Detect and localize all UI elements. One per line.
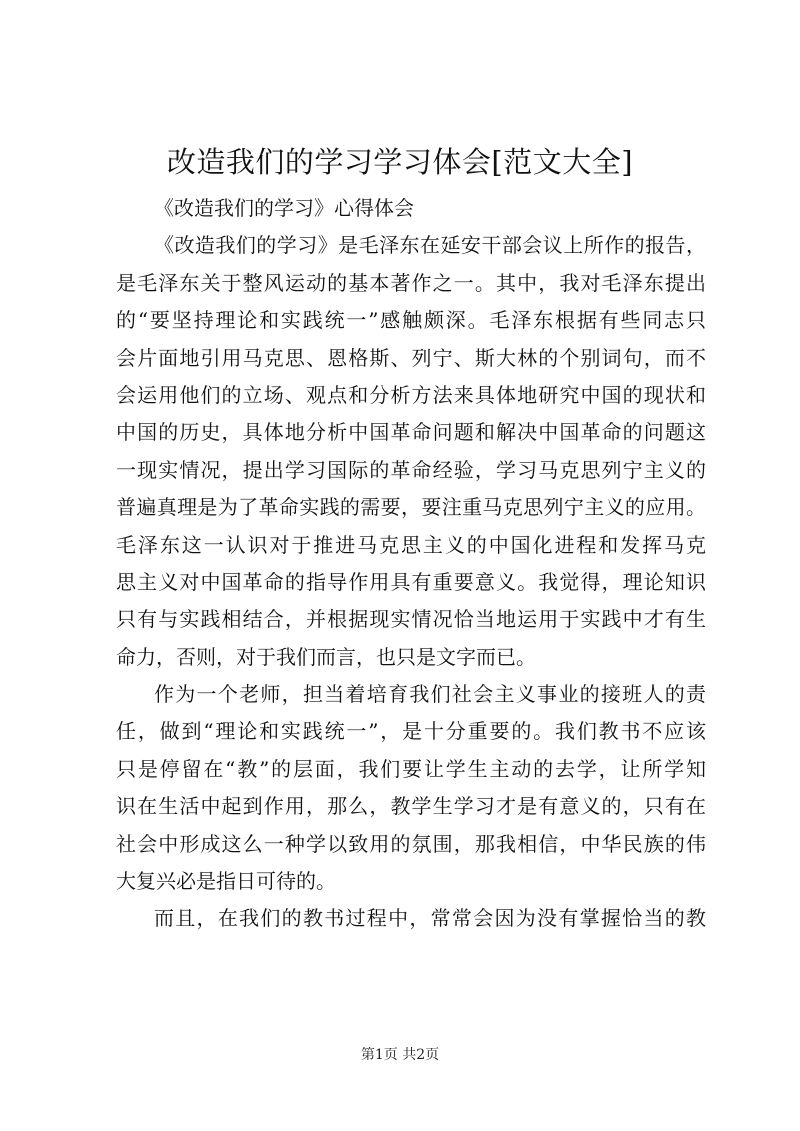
paragraph-line: 任，做到“理论和实践统一”，是十分重要的。我们教书不应该 (116, 719, 706, 744)
document-body (116, 190, 706, 938)
paragraph-line: 只有与实践相结合，并根据现实情况恰当地运用于实践中才有生 (116, 607, 706, 632)
paragraph-line: 作为一个老师，担当着培育我们社会主义事业的接班人的责 (154, 682, 706, 707)
subtitle-line: 《改造我们的学习》心得体会 (154, 196, 414, 220)
document-title: 改造我们的学习学习体会[范文大全] (166, 145, 634, 179)
paragraph-line: 《改造我们的学习》是毛泽东在延安干部会议上所作的报告， (154, 233, 706, 258)
paragraph-line: 中国的历史，具体地分析中国革命问题和解决中国革命的问题这 (116, 420, 706, 445)
paragraph-1 (116, 227, 706, 676)
paragraph-line: 思主义对中国革命的指导作用具有重要意义。我觉得，理论知识 (116, 569, 706, 594)
paragraph-line: 会运用他们的立场、观点和分析方法来具体地研究中国的现状和 (116, 382, 706, 407)
paragraph-line: 而且，在我们的教书过程中，常常会因为没有掌握恰当的教 (154, 906, 706, 931)
paragraph-line: 识在生活中起到作用，那么，教学生学习才是有意义的，只有在 (116, 794, 706, 819)
paragraph-line: 普遍真理是为了革命实践的需要，要注重马克思列宁主义的应用。 (116, 495, 706, 520)
paragraph-line: 是毛泽东关于整风运动的基本著作之一。其中，我对毛泽东提出 (116, 270, 706, 295)
paragraph-line: 的“要坚持理论和实践统一”感触颇深。毛泽东根据有些同志只 (116, 308, 706, 333)
paragraph-2 (116, 676, 706, 900)
paragraph-line: 只是停留在“教”的层面，我们要让学生主动的去学，让所学知 (116, 756, 706, 781)
paragraph-3 (116, 900, 706, 937)
page-footer: 第1页 共2页 (360, 1047, 440, 1063)
paragraph-line: 会片面地引用马克思、恩格斯、列宁、斯大林的个别词句，而不 (116, 345, 706, 370)
paragraph-line: 社会中形成这么一种学以致用的氛围，那我相信，中华民族的伟 (116, 831, 706, 856)
paragraph-line: 命力，否则，对于我们而言，也只是文字而已。 (116, 644, 536, 669)
paragraph-line: 一现实情况，提出学习国际的革命经验，学习马克思列宁主义的 (116, 457, 706, 482)
paragraph-line: 大复兴必是指日可待的。 (116, 869, 336, 894)
paragraph-line: 毛泽东这一认识对于推进马克思主义的中国化进程和发挥马克 (116, 532, 706, 557)
